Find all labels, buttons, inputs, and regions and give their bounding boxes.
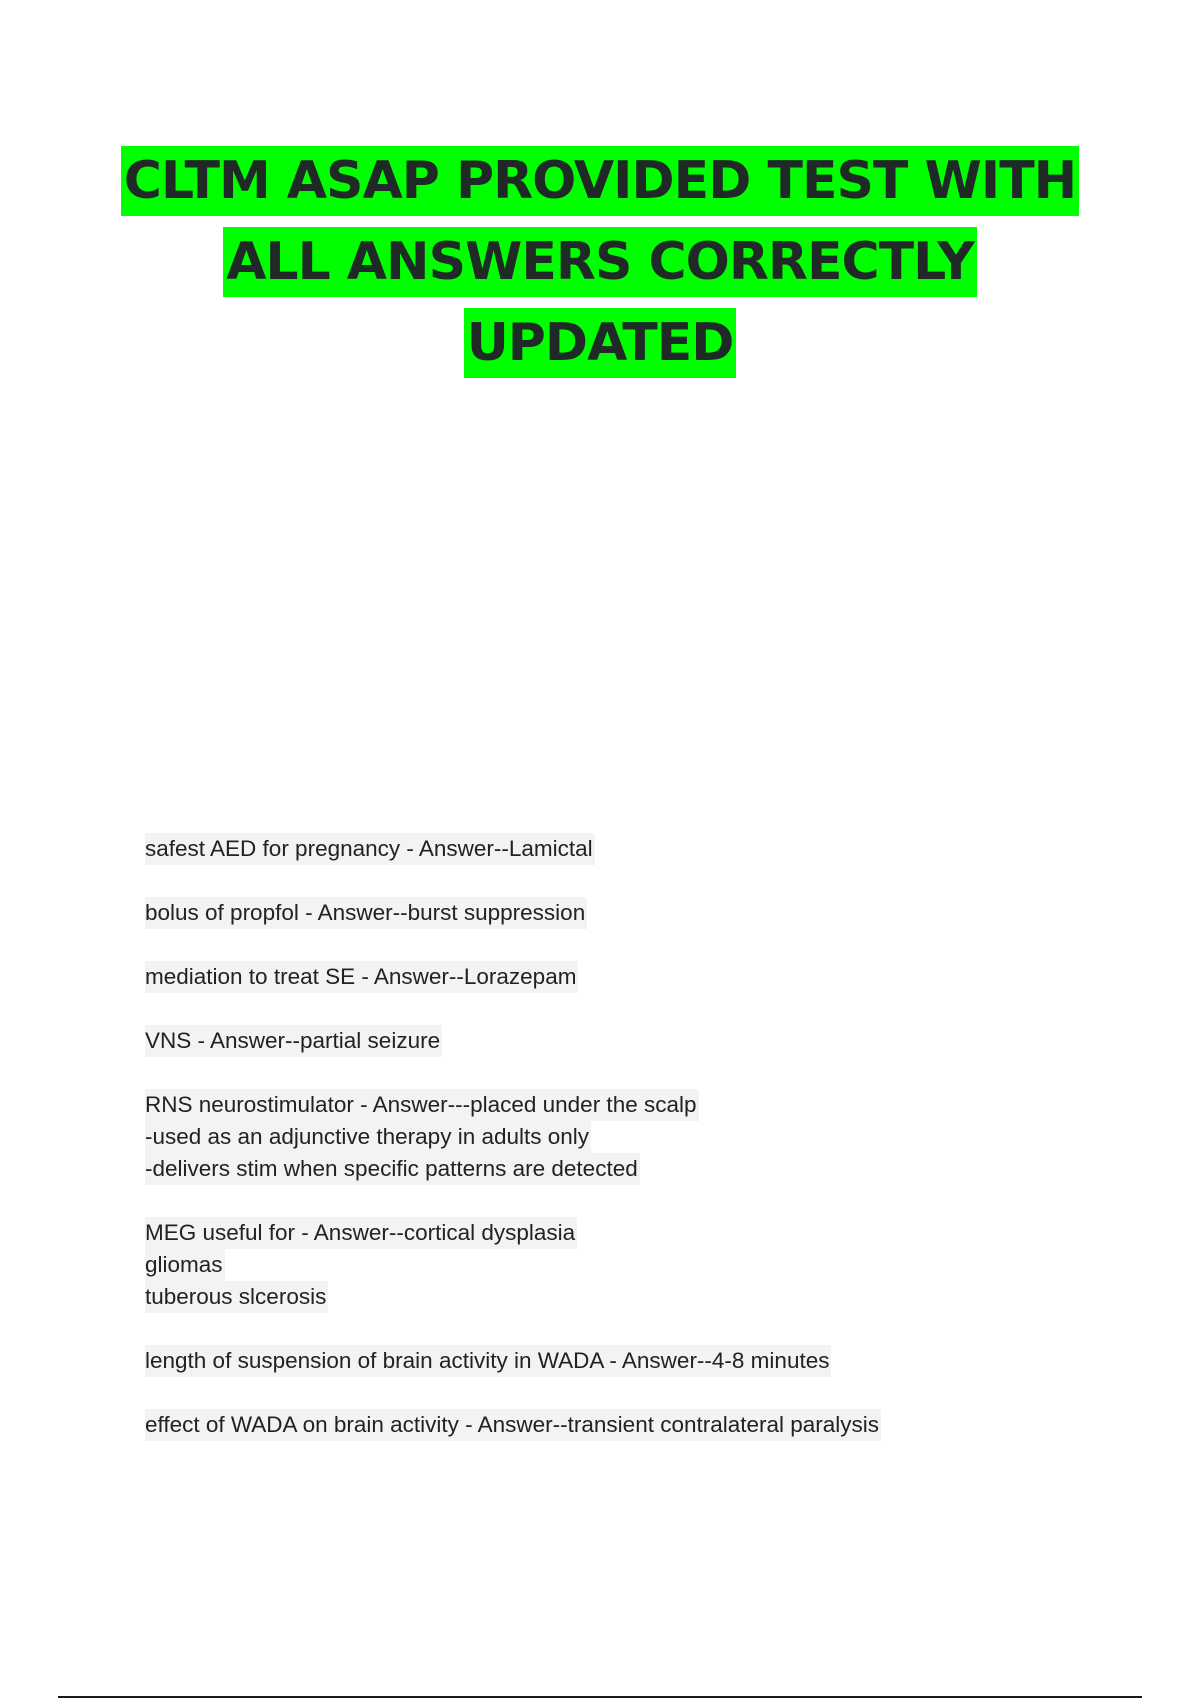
qa-item-propofol xyxy=(145,897,1145,929)
qa-text: length of suspension of brain activity in WADA - Answer--4-8 minutes xyxy=(145,1345,831,1377)
qa-text: effect of WADA on brain activity - Answer--transient contralateral paralysis xyxy=(145,1409,881,1441)
qa-item-wada-effect xyxy=(145,1409,1145,1441)
qa-text: tuberous slcerosis xyxy=(145,1281,328,1313)
footer-divider xyxy=(58,1696,1142,1698)
qa-text: mediation to treat SE - Answer--Lorazepam xyxy=(145,961,578,993)
qa-text: safest AED for pregnancy - Answer--Lamictal xyxy=(145,833,595,865)
document-title xyxy=(0,146,1200,389)
qa-item-vns xyxy=(145,1025,1145,1057)
qa-item-rns xyxy=(145,1089,1145,1185)
qa-item-meg xyxy=(145,1217,1145,1313)
title-text-2: ALL ANSWERS CORRECTLY xyxy=(223,227,977,297)
qa-text: -delivers stim when specific patterns are detected xyxy=(145,1153,640,1185)
question-answer-list xyxy=(145,833,1145,1473)
qa-item-wada-length xyxy=(145,1345,1145,1377)
qa-item-se-medication xyxy=(145,961,1145,993)
title-line-3 xyxy=(0,308,1200,389)
qa-item-aed-pregnancy xyxy=(145,833,1145,865)
qa-text: -used as an adjunctive therapy in adults only xyxy=(145,1121,591,1153)
title-line-2 xyxy=(0,227,1200,308)
title-text-1: CLTM ASAP PROVIDED TEST WITH xyxy=(121,146,1079,216)
qa-text: MEG useful for - Answer--cortical dysplasia xyxy=(145,1217,577,1249)
title-text-3: UPDATED xyxy=(464,308,737,378)
qa-text: gliomas xyxy=(145,1249,225,1281)
qa-text: VNS - Answer--partial seizure xyxy=(145,1025,442,1057)
qa-text: RNS neurostimulator - Answer---placed under the scalp xyxy=(145,1089,699,1121)
title-line-1 xyxy=(0,146,1200,227)
qa-text: bolus of propfol - Answer--burst suppression xyxy=(145,897,587,929)
